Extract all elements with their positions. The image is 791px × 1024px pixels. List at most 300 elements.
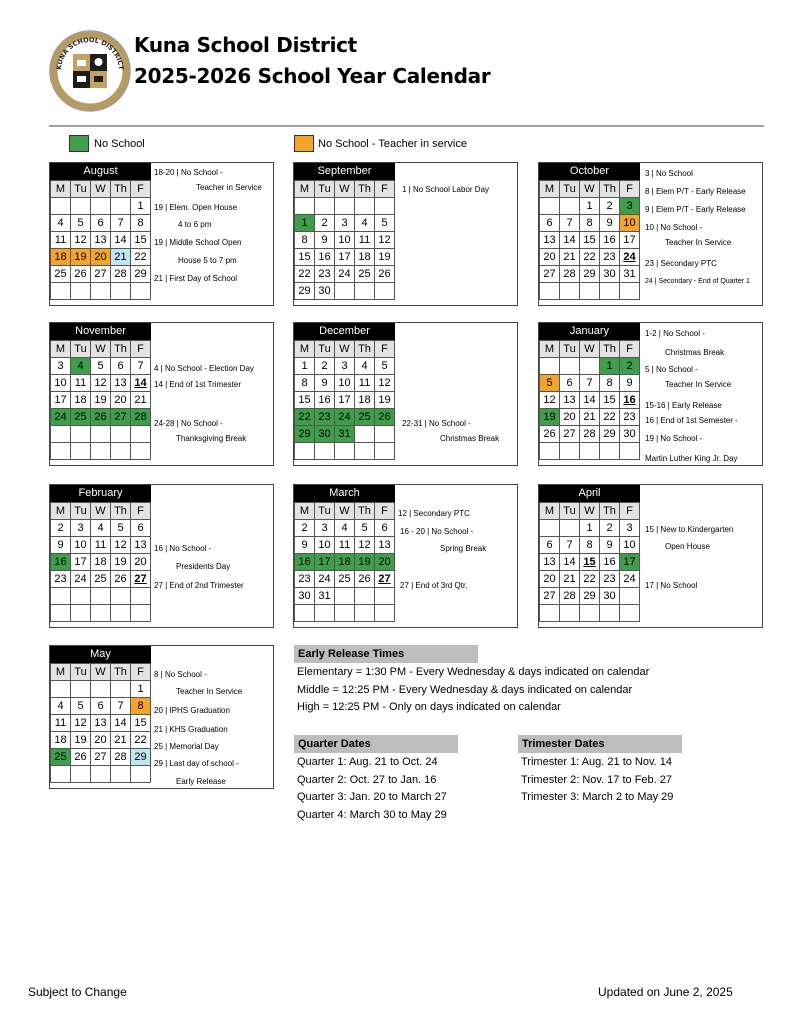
day-cell: [71, 409, 91, 426]
day-number: 25: [358, 268, 371, 280]
empty-day-cell: [51, 605, 71, 622]
empty-day-cell: [560, 358, 580, 375]
day-number: 18: [94, 556, 107, 568]
day-number: 19: [74, 251, 87, 263]
day-cell: [295, 554, 315, 571]
day-cell: [51, 698, 71, 715]
day-number: 26: [543, 428, 556, 440]
day-cell: [620, 409, 640, 426]
day-number: 26: [74, 751, 87, 763]
day-number: 20: [543, 251, 556, 263]
day-cell: [580, 392, 600, 409]
month-grid: [294, 340, 395, 460]
day-number: 19: [74, 734, 87, 746]
day-cell: [295, 215, 315, 232]
day-number: 28: [114, 268, 127, 280]
day-number: 28: [114, 751, 127, 763]
quarter-line: Quarter 1: Aug. 21 to Oct. 24: [297, 756, 438, 768]
empty-day-cell: [111, 426, 131, 443]
day-cell: [131, 698, 151, 715]
day-cell: [315, 232, 335, 249]
day-cell: [560, 215, 580, 232]
day-cell: [540, 232, 560, 249]
empty-day-cell: [131, 443, 151, 460]
day-number: 5: [77, 700, 84, 712]
weekday-header: Th: [600, 181, 620, 198]
day-cell: [295, 392, 315, 409]
day-number: 23: [603, 573, 616, 585]
empty-day-cell: [315, 198, 335, 215]
day-cell: [580, 554, 600, 571]
early-release-line: Middle = 12:25 PM - Every Wednesday & days indicated on calendar: [297, 684, 633, 696]
month-note: 14 | End of 1st Trimester: [154, 380, 242, 389]
day-number: 2: [301, 522, 308, 534]
month-october: [538, 162, 763, 306]
empty-day-cell: [71, 605, 91, 622]
empty-day-cell: [91, 283, 111, 300]
header-divider: [49, 125, 764, 127]
month-note: 23 | Secondary PTC: [645, 259, 717, 268]
day-number: 22: [298, 268, 311, 280]
day-number: 27: [543, 590, 556, 602]
day-number: 23: [318, 411, 331, 423]
day-cell: [600, 554, 620, 571]
day-number: 18: [338, 556, 351, 568]
month-note: 9 | Elem P/T - Early Release: [645, 205, 746, 214]
day-number: 12: [358, 539, 371, 551]
day-cell: [540, 426, 560, 443]
day-cell: [620, 426, 640, 443]
day-number: 24: [54, 411, 67, 423]
day-number: 30: [298, 590, 311, 602]
day-cell: [540, 571, 560, 588]
empty-day-cell: [71, 426, 91, 443]
day-number: 2: [57, 522, 64, 534]
day-number: 30: [623, 428, 636, 440]
weekday-header: F: [375, 341, 395, 358]
weekday-header: M: [540, 341, 560, 358]
month-note: 22-31 | No School -: [402, 419, 471, 428]
day-number: 16: [603, 234, 616, 246]
day-cell: [91, 571, 111, 588]
month-september: [293, 162, 518, 306]
day-cell: [111, 215, 131, 232]
day-cell: [315, 358, 335, 375]
month-note: Christmas Break: [440, 434, 500, 443]
month-note: 8 | Elem P/T - Early Release: [645, 187, 746, 196]
day-number: 17: [338, 394, 351, 406]
day-number: 9: [606, 217, 613, 229]
day-number: 22: [603, 411, 616, 423]
day-number: 26: [378, 268, 391, 280]
day-cell: [51, 749, 71, 766]
day-number: 20: [563, 411, 576, 423]
day-number: 3: [321, 522, 328, 534]
day-number: 5: [546, 377, 553, 389]
day-cell: [131, 554, 151, 571]
empty-day-cell: [91, 605, 111, 622]
day-cell: [295, 409, 315, 426]
day-cell: [295, 232, 315, 249]
day-cell: [51, 249, 71, 266]
day-number: 17: [623, 556, 636, 568]
day-cell: [355, 537, 375, 554]
day-cell: [540, 375, 560, 392]
day-cell: [600, 392, 620, 409]
day-cell: [620, 198, 640, 215]
empty-day-cell: [131, 426, 151, 443]
day-number: 29: [583, 268, 596, 280]
day-cell: [51, 358, 71, 375]
empty-day-cell: [91, 443, 111, 460]
weekday-header: Tu: [71, 503, 91, 520]
day-number: 11: [54, 717, 67, 729]
weekday-header: M: [51, 181, 71, 198]
day-number: 8: [586, 217, 593, 229]
empty-day-cell: [355, 588, 375, 605]
day-number: 12: [74, 717, 87, 729]
weekday-header: W: [335, 341, 355, 358]
day-cell: [600, 520, 620, 537]
day-cell: [51, 215, 71, 232]
trimester-line: Trimester 3: March 2 to May 29: [521, 791, 674, 803]
day-number: 19: [378, 394, 391, 406]
day-cell: [620, 571, 640, 588]
month-grid: [50, 663, 151, 783]
day-cell: [560, 232, 580, 249]
empty-day-cell: [375, 443, 395, 460]
day-cell: [91, 715, 111, 732]
day-cell: [375, 537, 395, 554]
legend-no-school-label: No School: [94, 138, 145, 150]
day-number: 18: [54, 251, 67, 263]
trimester-line: Trimester 2: Nov. 17 to Feb. 27: [521, 774, 673, 786]
empty-day-cell: [335, 443, 355, 460]
day-number: 31: [338, 428, 351, 440]
empty-day-cell: [580, 443, 600, 460]
weekday-header: Th: [111, 181, 131, 198]
day-number: 27: [378, 573, 391, 585]
day-number: 11: [338, 539, 351, 551]
day-number: 1: [137, 683, 144, 695]
weekday-header: F: [375, 181, 395, 198]
empty-day-cell: [375, 283, 395, 300]
day-number: 3: [57, 360, 64, 372]
empty-day-cell: [51, 443, 71, 460]
day-cell: [111, 232, 131, 249]
day-number: 17: [54, 394, 67, 406]
month-note: 15 | New to Kindergarten: [645, 525, 734, 534]
day-number: 25: [358, 411, 371, 423]
month-note: 27 | End of 2nd Trimester: [154, 581, 244, 590]
day-cell: [600, 266, 620, 283]
weekday-header: Tu: [560, 503, 580, 520]
day-cell: [131, 215, 151, 232]
weekday-header: Tu: [71, 341, 91, 358]
weekday-header: Th: [355, 181, 375, 198]
weekday-header: Th: [111, 341, 131, 358]
day-number: 24: [74, 573, 87, 585]
day-number: 25: [94, 573, 107, 585]
day-number: 9: [321, 234, 328, 246]
day-cell: [620, 249, 640, 266]
day-number: 7: [566, 217, 573, 229]
weekday-header: W: [580, 341, 600, 358]
day-number: 10: [318, 539, 331, 551]
day-number: 14: [583, 394, 596, 406]
day-number: 4: [77, 360, 84, 372]
day-number: 15: [298, 251, 311, 263]
day-cell: [111, 554, 131, 571]
day-number: 28: [134, 411, 147, 423]
day-number: 6: [546, 539, 553, 551]
day-number: 10: [338, 377, 351, 389]
day-number: 23: [623, 411, 636, 423]
day-cell: [315, 537, 335, 554]
day-number: 8: [301, 377, 308, 389]
day-number: 4: [361, 360, 368, 372]
month-name: February: [50, 485, 151, 502]
day-cell: [51, 375, 71, 392]
day-cell: [295, 249, 315, 266]
day-cell: [560, 266, 580, 283]
empty-day-cell: [620, 605, 640, 622]
weekday-header: Th: [355, 503, 375, 520]
day-cell: [355, 520, 375, 537]
weekday-header: Th: [600, 341, 620, 358]
empty-day-cell: [540, 358, 560, 375]
month-name: January: [539, 323, 640, 340]
day-number: 13: [378, 539, 391, 551]
month-grid: [50, 340, 151, 460]
day-number: 8: [606, 377, 613, 389]
day-cell: [131, 732, 151, 749]
month-note: Thanksgiving Break: [176, 434, 247, 443]
day-number: 18: [74, 394, 87, 406]
month-grid: [50, 180, 151, 300]
day-number: 22: [583, 573, 596, 585]
empty-day-cell: [51, 198, 71, 215]
day-cell: [375, 520, 395, 537]
day-number: 4: [341, 522, 348, 534]
empty-day-cell: [91, 588, 111, 605]
day-cell: [600, 198, 620, 215]
empty-day-cell: [600, 443, 620, 460]
empty-day-cell: [71, 766, 91, 783]
day-cell: [71, 392, 91, 409]
day-cell: [335, 358, 355, 375]
day-number: 6: [381, 522, 388, 534]
weekday-header: M: [540, 181, 560, 198]
day-cell: [71, 358, 91, 375]
day-cell: [335, 409, 355, 426]
weekday-header: F: [620, 503, 640, 520]
day-number: 5: [117, 522, 124, 534]
day-number: 3: [77, 522, 84, 534]
trimester-dates-title: Trimester Dates: [518, 735, 682, 753]
day-number: 13: [114, 377, 127, 389]
day-cell: [600, 537, 620, 554]
empty-day-cell: [540, 605, 560, 622]
day-number: 1: [586, 522, 593, 534]
month-name: October: [539, 163, 640, 180]
empty-day-cell: [71, 198, 91, 215]
day-number: 9: [321, 377, 328, 389]
day-cell: [620, 266, 640, 283]
day-cell: [620, 358, 640, 375]
month-grid: [50, 502, 151, 622]
empty-day-cell: [51, 681, 71, 698]
day-cell: [51, 537, 71, 554]
day-number: 12: [378, 377, 391, 389]
day-cell: [315, 283, 335, 300]
day-cell: [51, 520, 71, 537]
month-note: 16 - 20 | No School -: [400, 527, 474, 536]
day-cell: [620, 215, 640, 232]
day-number: 23: [603, 251, 616, 263]
day-cell: [375, 554, 395, 571]
weekday-header: F: [131, 341, 151, 358]
day-cell: [111, 749, 131, 766]
day-cell: [131, 520, 151, 537]
month-name: March: [294, 485, 395, 502]
day-number: 23: [54, 573, 67, 585]
empty-day-cell: [375, 605, 395, 622]
day-cell: [580, 520, 600, 537]
day-cell: [540, 537, 560, 554]
day-number: 5: [361, 522, 368, 534]
month-note: Martin Luther King Jr. Day: [645, 454, 738, 463]
day-cell: [91, 249, 111, 266]
day-number: 19: [378, 251, 391, 263]
month-note: Early Release: [176, 777, 226, 786]
day-cell: [111, 698, 131, 715]
day-number: 14: [134, 377, 147, 389]
day-cell: [335, 537, 355, 554]
day-cell: [51, 392, 71, 409]
day-number: 27: [563, 428, 576, 440]
day-cell: [335, 392, 355, 409]
day-cell: [131, 392, 151, 409]
empty-day-cell: [131, 605, 151, 622]
empty-day-cell: [315, 443, 335, 460]
empty-day-cell: [51, 766, 71, 783]
day-number: 19: [94, 394, 107, 406]
day-cell: [315, 409, 335, 426]
day-number: 24: [338, 411, 351, 423]
day-number: 17: [74, 556, 87, 568]
day-cell: [355, 571, 375, 588]
day-cell: [91, 732, 111, 749]
day-cell: [315, 266, 335, 283]
day-number: 1: [586, 200, 593, 212]
day-cell: [131, 681, 151, 698]
day-number: 16: [318, 251, 331, 263]
day-number: 27: [94, 268, 107, 280]
day-cell: [71, 537, 91, 554]
day-number: 9: [301, 539, 308, 551]
day-cell: [375, 215, 395, 232]
day-number: 28: [563, 268, 576, 280]
month-note: 5 | No School -: [645, 365, 698, 374]
weekday-header: F: [620, 341, 640, 358]
month-february: [49, 484, 274, 628]
month-may: [49, 645, 274, 789]
empty-day-cell: [91, 198, 111, 215]
day-cell: [131, 358, 151, 375]
day-number: 24: [318, 573, 331, 585]
weekday-header: W: [91, 503, 111, 520]
day-cell: [560, 426, 580, 443]
day-cell: [315, 554, 335, 571]
empty-day-cell: [540, 198, 560, 215]
day-cell: [71, 554, 91, 571]
day-number: 27: [134, 573, 147, 585]
empty-day-cell: [111, 766, 131, 783]
trimester-line: Trimester 1: Aug. 21 to Nov. 14: [521, 756, 673, 768]
empty-day-cell: [131, 283, 151, 300]
day-number: 10: [623, 217, 636, 229]
day-cell: [620, 375, 640, 392]
day-number: 13: [543, 556, 556, 568]
empty-day-cell: [600, 605, 620, 622]
day-cell: [295, 520, 315, 537]
month-note: 27 | End of 3rd Qtr.: [400, 581, 468, 590]
day-cell: [540, 215, 560, 232]
day-number: 15: [583, 234, 596, 246]
empty-day-cell: [91, 426, 111, 443]
day-cell: [91, 749, 111, 766]
month-grid: [539, 502, 640, 622]
month-note: Teacher In Service: [665, 238, 732, 247]
empty-day-cell: [560, 605, 580, 622]
day-number: 14: [114, 234, 127, 246]
empty-day-cell: [355, 283, 375, 300]
day-cell: [131, 409, 151, 426]
footer-updated-date: Updated on June 2, 2025: [598, 985, 733, 999]
month-note: 19 | Elem. Open House: [154, 203, 238, 212]
month-note: 19 | No School -: [645, 434, 703, 443]
day-cell: [71, 266, 91, 283]
day-cell: [51, 571, 71, 588]
weekday-header: Tu: [315, 503, 335, 520]
empty-day-cell: [295, 198, 315, 215]
day-number: 6: [117, 360, 124, 372]
day-number: 5: [77, 217, 84, 229]
day-number: 18: [54, 734, 67, 746]
day-number: 21: [134, 394, 147, 406]
day-cell: [335, 249, 355, 266]
day-number: 1: [301, 217, 308, 229]
day-cell: [71, 698, 91, 715]
day-cell: [131, 749, 151, 766]
legend-teacher-inservice-label: No School - Teacher in service: [318, 138, 467, 150]
empty-day-cell: [620, 443, 640, 460]
weekday-header: W: [91, 341, 111, 358]
day-number: 12: [74, 234, 87, 246]
day-cell: [620, 537, 640, 554]
weekday-header: Tu: [560, 341, 580, 358]
day-number: 29: [603, 428, 616, 440]
month-note: 20 | IPHS Graduation: [154, 706, 230, 715]
day-number: 30: [603, 590, 616, 602]
day-cell: [315, 249, 335, 266]
svg-text:KUNA SCHOOL DISTRICT: KUNA SCHOOL DISTRICT: [54, 35, 126, 71]
month-note: Teacher In Service: [176, 687, 243, 696]
day-cell: [375, 571, 395, 588]
day-number: 8: [137, 700, 144, 712]
weekday-header: Tu: [315, 181, 335, 198]
